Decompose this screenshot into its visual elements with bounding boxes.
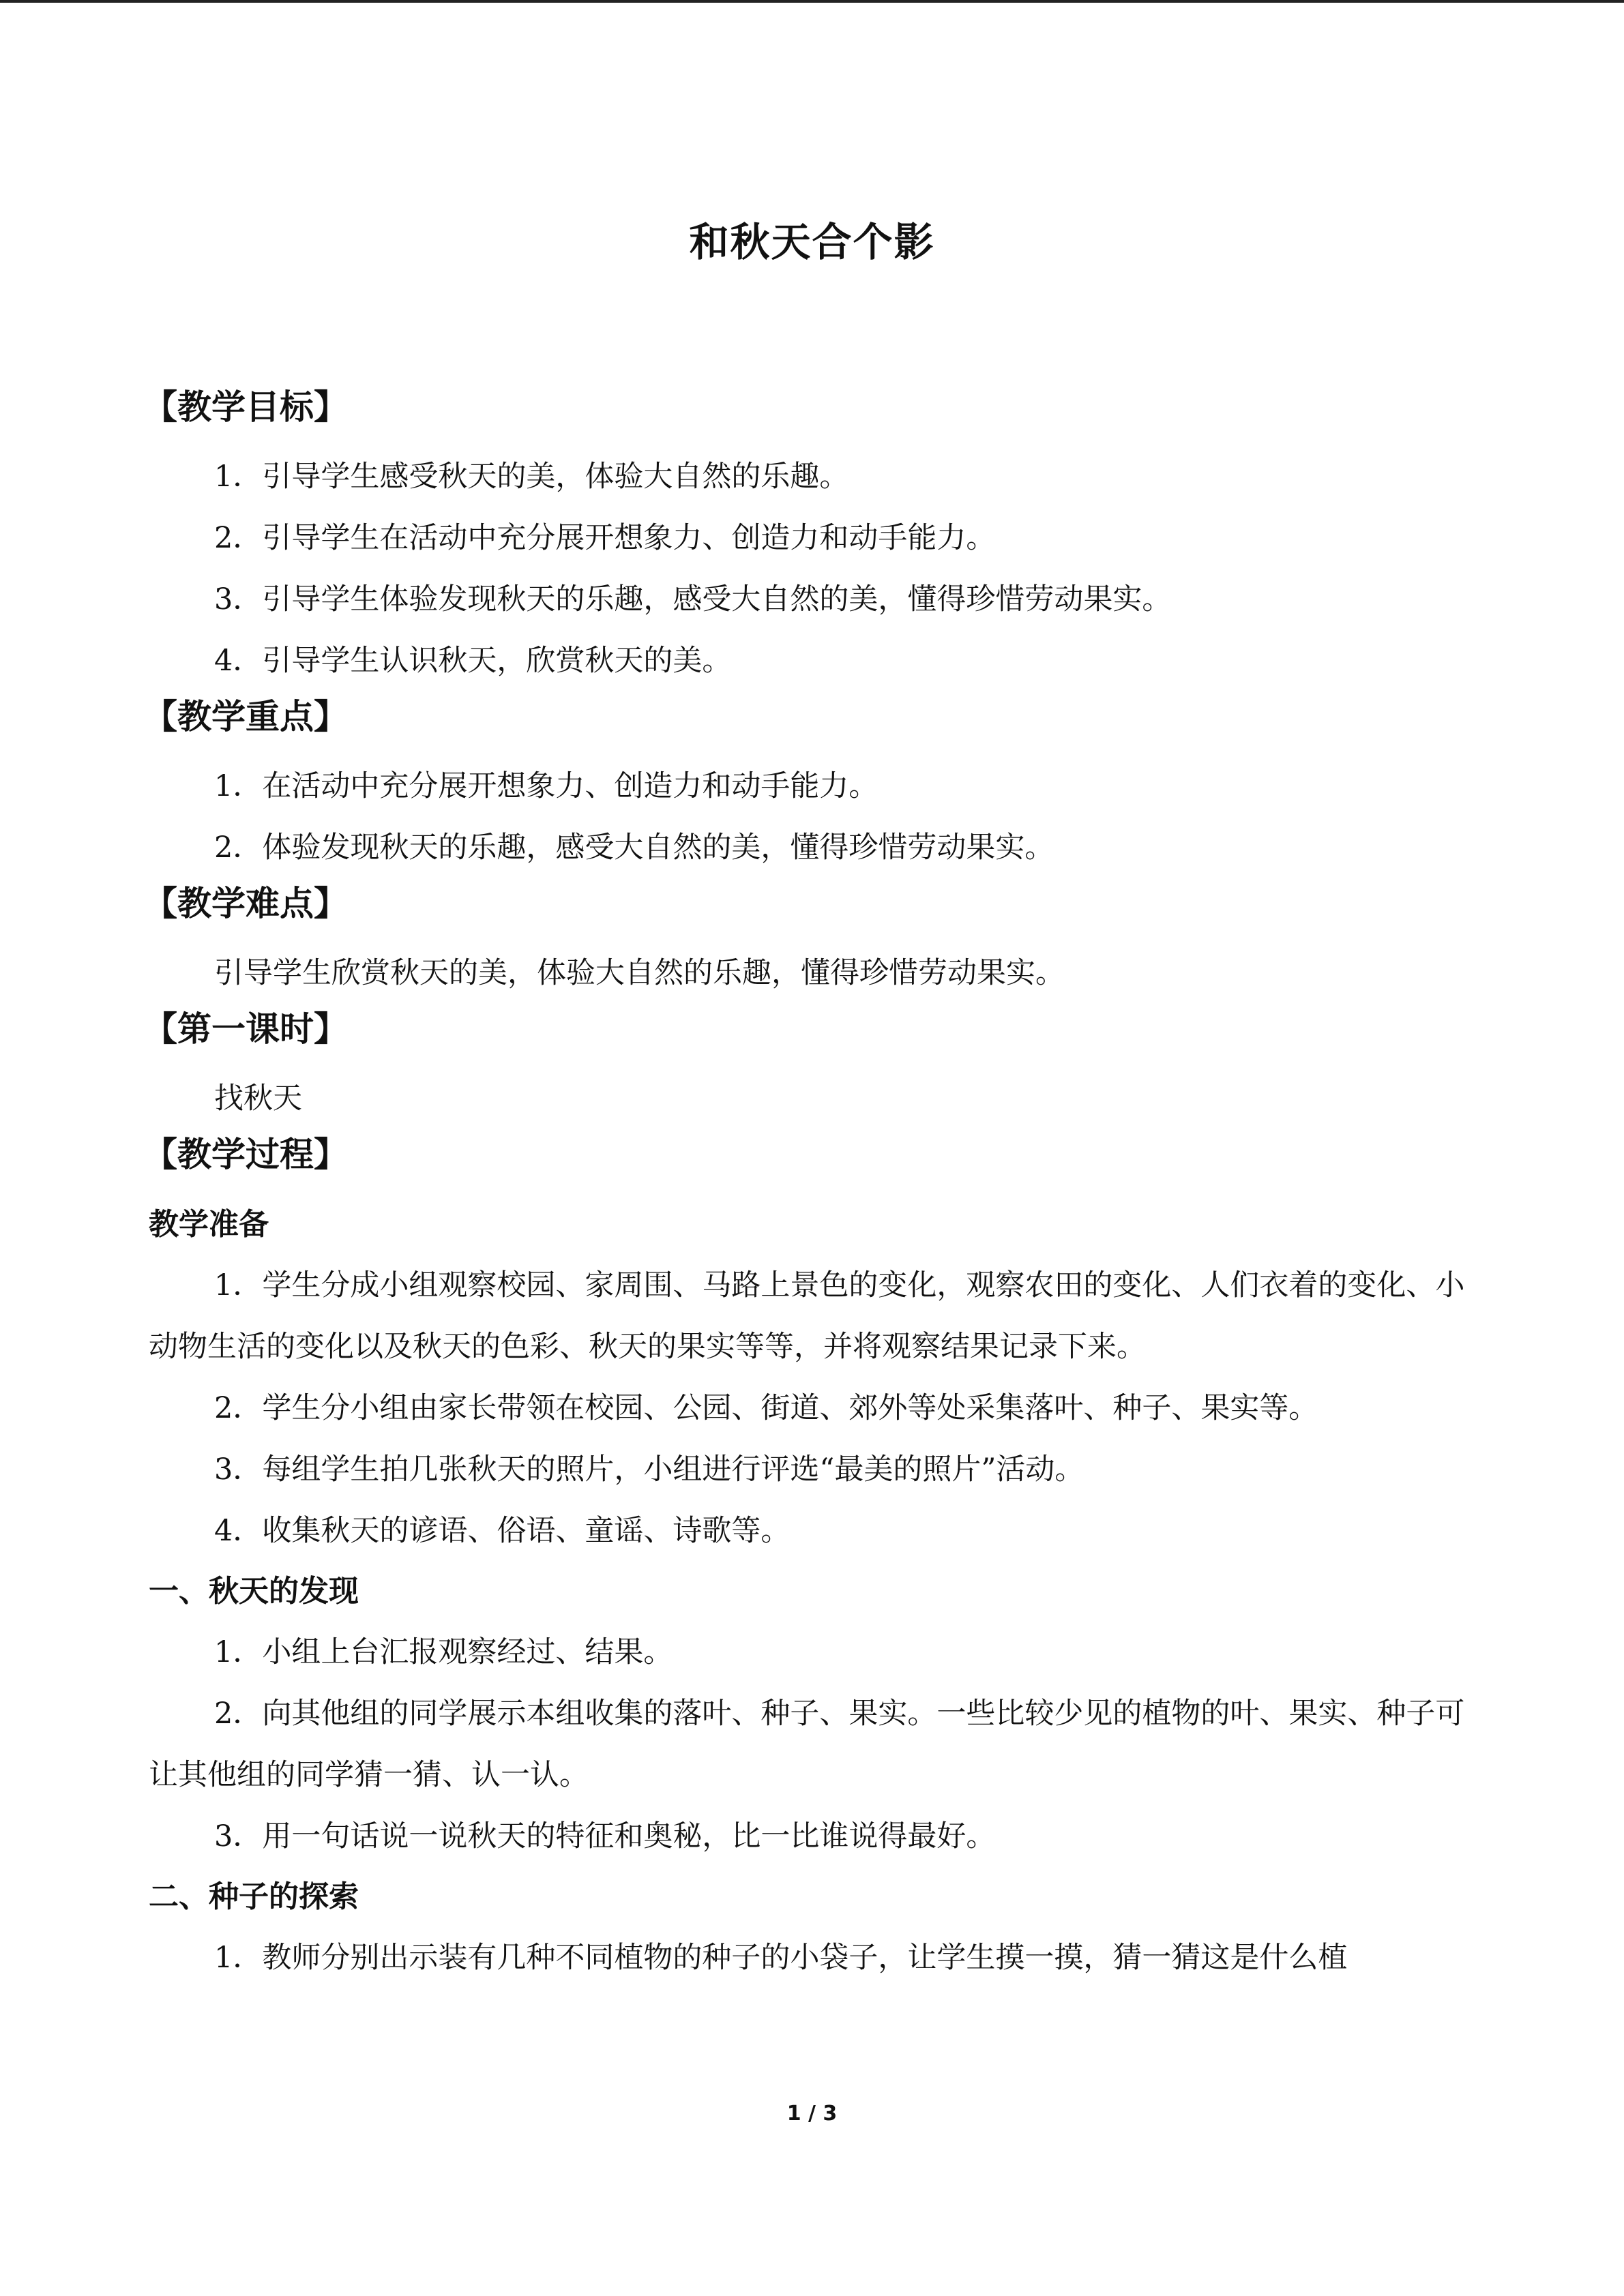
difficulty-text: 引导学生欣赏秋天的美，体验大自然的乐趣，懂得珍惜劳动果实。 bbox=[214, 956, 1065, 990]
section-heading-lesson1: 【第一课时】 bbox=[143, 1009, 348, 1049]
part1-item: 1．小组上台汇报观察经过、结果。 bbox=[214, 1635, 673, 1669]
goal-item: 3．引导学生体验发现秋天的乐趣，感受大自然的美，懂得珍惜劳动果实。 bbox=[214, 582, 1172, 616]
subheading-part1: 一、秋天的发现 bbox=[149, 1574, 359, 1609]
lesson1-text: 找秋天 bbox=[214, 1082, 302, 1116]
focus-item: 1．在活动中充分展开想象力、创造力和动手能力。 bbox=[214, 769, 879, 803]
focus-item: 2．体验发现秋天的乐趣，感受大自然的美，懂得珍惜劳动果实。 bbox=[214, 831, 1054, 865]
document-body bbox=[143, 382, 1475, 1988]
prep-item: 3．每组学生拍几张秋天的照片，小组进行评选“最美的照片”活动。 bbox=[214, 1452, 1084, 1487]
page-number: 1 / 3 bbox=[786, 2102, 838, 2126]
subheading-part2: 二、种子的探索 bbox=[149, 1879, 359, 1914]
section-heading-goals: 【教学目标】 bbox=[143, 387, 348, 427]
part1-item: 2．向其他组的同学展示本组收集的落叶、种子、果实。一些比较少见的植物的叶、果实、种子可让其他组的同学猜一猜、认一认。 bbox=[149, 1697, 1465, 1792]
subheading-prep: 教学准备 bbox=[149, 1207, 269, 1242]
section-heading-difficulty: 【教学难点】 bbox=[143, 884, 348, 923]
top-border-line bbox=[0, 0, 1624, 3]
part2-item: 1．教师分别出示装有几种不同植物的种子的小袋子，让学生摸一摸，猜一猜这是什么植 bbox=[214, 1941, 1348, 1975]
part1-item: 3．用一句话说一说秋天的特征和奥秘，比一比谁说得最好。 bbox=[214, 1819, 996, 1853]
prep-item: 4．收集秋天的谚语、俗语、童谣、诗歌等。 bbox=[214, 1514, 791, 1548]
prep-item: 2．学生分小组由家长带领在校园、公园、街道、郊外等处采集落叶、种子、果实等。 bbox=[214, 1391, 1318, 1425]
goal-item: 2．引导学生在活动中充分展开想象力、创造力和动手能力。 bbox=[214, 521, 996, 555]
prep-item: 1．学生分成小组观察校园、家周围、马路上景色的变化，观察农田的变化、人们衣着的变化、小动物生活的变化以及秋天的色彩、秋天的果实等等，并将观察结果记录下来。 bbox=[149, 1268, 1465, 1364]
goal-item: 4．引导学生认识秋天，欣赏秋天的美。 bbox=[214, 644, 732, 678]
goal-item: 1．引导学生感受秋天的美，体验大自然的乐趣。 bbox=[214, 460, 849, 494]
document-title: 和秋天合个影 bbox=[689, 219, 935, 265]
section-heading-focus: 【教学重点】 bbox=[143, 697, 348, 736]
section-heading-process: 【教学过程】 bbox=[143, 1135, 348, 1174]
